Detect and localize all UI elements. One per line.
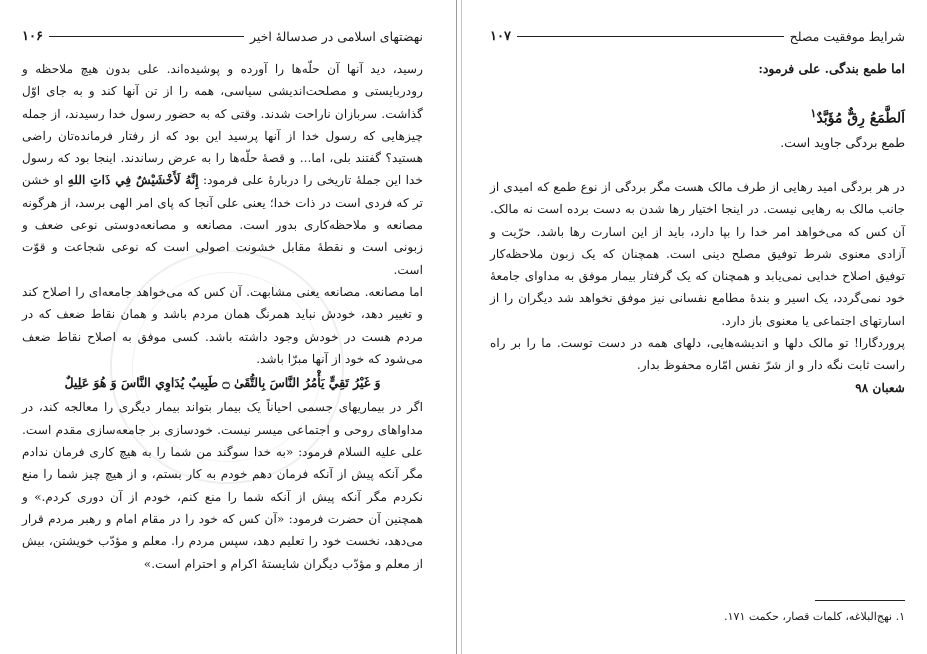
arabic-verse: وَ غَيْرُ تَقِيٍّ يَأْمُرُ النَّاسَ بِالتُّقَىٰ ۝ طَبِيبٌ يُدَاوِي النَّاسَ وَ هُوَ عَلِيلٌ: [64, 375, 381, 391]
paragraph: اگر در بیماریهای جسمی احیاناً یک بیمار بتواند بیمار دیگری را معالجه کند، در مداواهای روحی و اجتماعی میسر نیست. خودسازی بر جامعه‌سازی مقدم است. علی علیه السلام فرمود: «به خدا سوگند من شما را به هیچ کاری فرمان ندادم مگر آنکه پیش از آنکه فرمان دهم خودم به کار بستم، و از هیچ چیز شما را منع نکردم مگر آنکه پیش از آنکه شما را منع کنم، خودم از آن دوری کردم.» و همچنین آن حضرت فرمود: «آن کس که خود را در مقام امام و رهبر مردم قرار می‌دهد، نخست خود را تعلیم دهد، سپس مردم را. معلم و مؤدّب خویشتن، بیش از معلم و مؤدّب دیگران شایستهٔ اکرام و احترام است.»: [22, 400, 423, 571]
left-page-body: [22, 58, 423, 575]
section-heading: اما طمع بندگی. علی فرمود:: [758, 61, 905, 76]
right-page-body: [490, 176, 905, 399]
right-page-intro: [490, 58, 905, 154]
arabic-quote-inline: إِنَّهُ لَأَخْشَيْشٌ فِي ذَاتِ اللهِ: [67, 173, 199, 188]
gutter-line: [461, 0, 462, 654]
left-page-header: [22, 26, 423, 46]
paragraph: رسید، دید آنها آن حلّه‌ها را آورده و پوشیده‌اند. علی بدون هیچ ملاحظه و رودربایستی و مصلحت‌اندیشی سیاسی، همه را از تن آنها کند و به جای اوّل گذاشت. سربازان ناراحت شدند. وقتی که به حضور رسول خدا رسیدند، از جمله چیزهایی که رسول خدا از آنها پرسید این بود که از رفتار فرمانده‌تان راضی هستید؟ گفتند بلی، اما... و قصهٔ حلّه‌ها را به عرض رساندند. اینجا بود که رسول خدا این جملهٔ تاریخی را دربارهٔ علی فرمود: إِنَّهُ لَأَخْشَيْشٌ فِي ذَاتِ اللهِ او خشن تر که فردی است در ذات خدا؛ یعنی علی آنجا که پای امر الهی برسد، از هرگونه مصانعه و ملاحظه‌کاری بدور است. مصانعه و مصانعه‌دوستی نوعی ضعف و زبونی است و نقطهٔ مقابل خشونت اصولی است که نوعی شجاعت و قوّت است.: [22, 62, 423, 277]
footnote-marker: ۱: [810, 106, 817, 120]
right-page-number: ۱۰۷: [490, 28, 511, 44]
right-page-header: [490, 26, 905, 46]
paragraph: اما مصانعه. مصانعه یعنی مشابهت. آن کس که می‌خواهد جامعه‌ای را اصلاح کند و تغییر دهد، خودش نباید همرنگ همان مردم باشد و همان نقاط ضعف که در مردم هست در خودش وجود داشته باشد. کسی موفق به اصلاح نقاط ضعف می‌شود که خود از آنها مبرّا باشد.: [22, 284, 423, 366]
arabic-quote: اَلطَّمَعُ رِقٌّ مُؤَبَّدٌ$^۱$: [810, 106, 905, 127]
footnote: ۱. نهج‌البلاغه، کلمات قصار، حکمت ۱۷۱.: [724, 610, 905, 623]
gutter-line: [456, 0, 457, 654]
header-rule: [517, 36, 784, 37]
paragraph: در هر بردگی امید رهایی از طرف مالک هست مگر بردگی از نوع طمع که امیدی از جانب مالک به رهایی نیست. در اینجا اختیار رها شدن به دست برده است نه مالک. آن کس که می‌خواهد امر خدا را بپا دارد، باید از این اسارت رها باشد. حرّیت و آزادی معنوی شرط توفیق مصلح دینی است. همچنان که یک زبون ملاحظه‌کار توفیق اصلاح خدایی نمی‌یابد و همچنان که یک گرفتار بیمار موفق به مداوای جامعهٔ خود نمی‌گردد، یک اسیر و بندهٔ مطامع نفسانی نیز موفق نخواهد شد دیگران را از اسارتهای اجتماعی یا معنوی باز دارد.: [490, 180, 905, 328]
quote-translation: طمع بردگی جاوید است.: [780, 134, 905, 150]
right-running-title: شرایط موفقیت مصلح: [789, 28, 905, 44]
left-running-title: نهضتهای اسلامی در صدسالهٔ اخیر: [249, 28, 423, 44]
paragraph: پروردگارا! تو مالک دلها و اندیشه‌هایی، دلهای همه در دست توست. ما را بر راه راست ثابت نگه دار و از شرّ نفس امّاره محفوظ بدار.: [490, 336, 905, 373]
signature-date: شعبان ۹۸: [855, 380, 905, 395]
header-rule: [49, 36, 244, 37]
left-page: [0, 0, 455, 654]
footnote-rule: [815, 600, 905, 601]
left-page-number: ۱۰۶: [22, 28, 43, 44]
right-page: [468, 0, 927, 654]
